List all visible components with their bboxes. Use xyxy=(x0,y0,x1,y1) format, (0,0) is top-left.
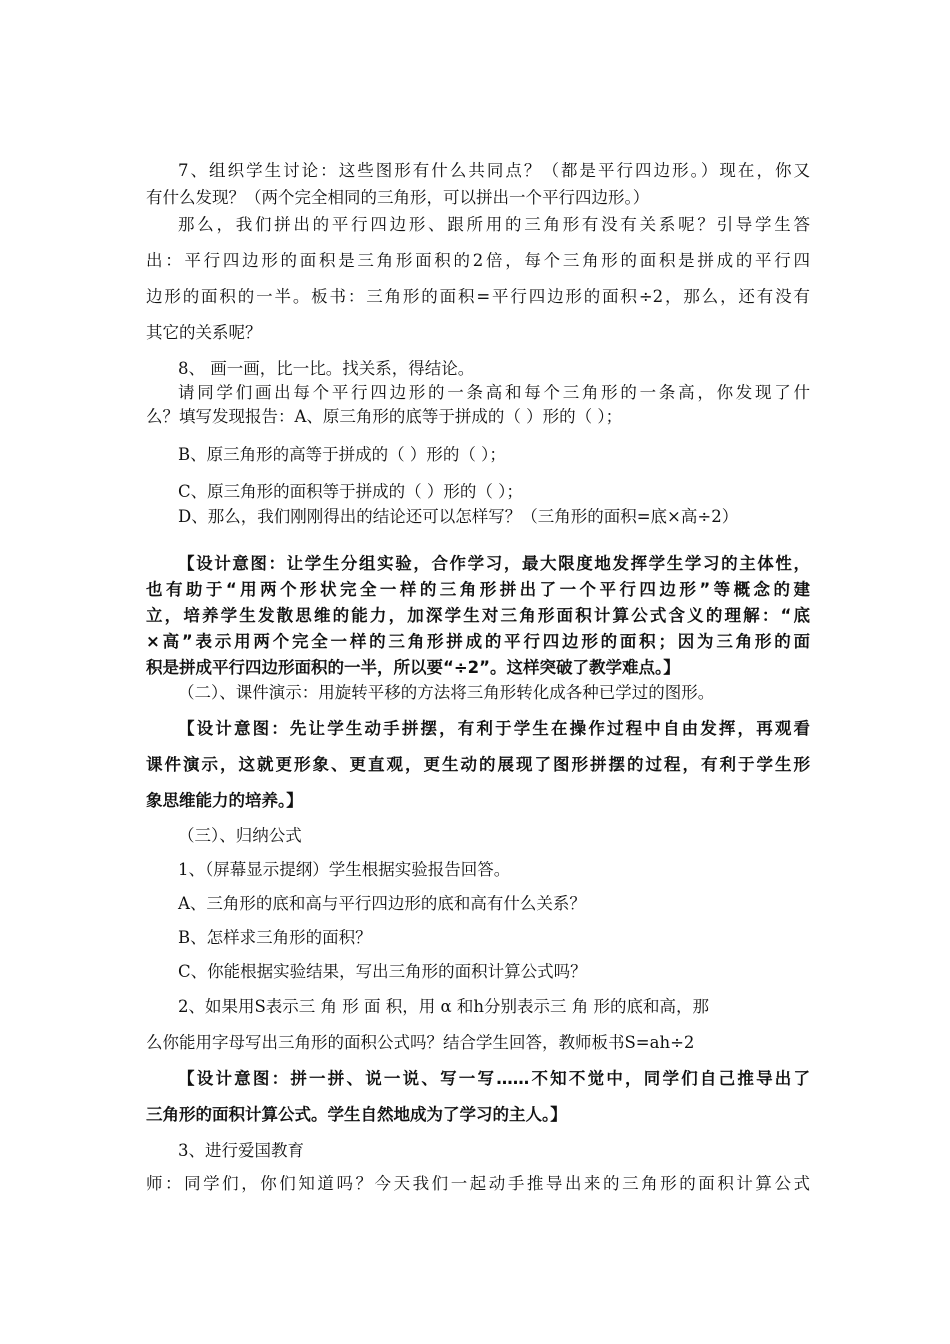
paragraph-line: 那么，我们拼出的平行四边形、跟所用的三角形有没有关系呢？引导学生答 xyxy=(178,215,810,234)
section-heading: （三）、归纳公式 xyxy=(178,826,302,845)
paragraph-line: 3、进行爱国教育 xyxy=(178,1141,304,1160)
paragraph-line: B、原三角形的高等于拼成的（ ）形的（ ）； xyxy=(178,445,506,464)
design-intent-line: 立，培养学生发散思维的能力，加深学生对三角形面积计算公式含义的理解：“底 xyxy=(146,606,810,625)
paragraph-line: C、原三角形的面积等于拼成的（ ）形的（ ）； xyxy=(178,482,523,501)
paragraph-line: 出：平行四边形的面积是三角形面积的2倍，每个三角形的面积是拼成的平行四 xyxy=(146,251,810,270)
paragraph-line: （二）、课件演示：用旋转平移的方法将三角形转化成各种已学过的图形。 xyxy=(178,683,715,702)
paragraph-line: 边形的面积的一半。板书：三角形的面积=平行四边形的面积÷2，那么，还有没有 xyxy=(146,287,810,306)
paragraph-line: D、那么，我们刚刚得出的结论还可以怎样写？（三角形的面积=底×高÷2） xyxy=(178,507,739,526)
design-intent-line: 课件演示，这就更形象、更直观，更生动的展现了图形拼摆的过程，有利于学生形 xyxy=(146,755,810,774)
paragraph-line: 7、组织学生讨论：这些图形有什么共同点？（都是平行四边形。）现在，你又 xyxy=(178,161,810,180)
design-intent-line: 象思维能力的培养。】 xyxy=(146,791,303,810)
design-intent-line: 三角形的面积计算公式。学生自然地成为了学习的主人。】 xyxy=(146,1105,567,1124)
paragraph-line: 么你能用字母写出三角形的面积公式吗？结合学生回答，教师板书S=ah÷2 xyxy=(146,1033,695,1052)
paragraph-line: 其它的关系呢？ xyxy=(146,323,262,342)
paragraph-line: 8、 画一画，比一比。找关系，得结论。 xyxy=(178,359,475,378)
design-intent-line: 【设计意图：让学生分组实验，合作学习，最大限度地发挥学生学习的主体性， xyxy=(178,554,810,573)
design-intent-line: 积是拼成平行四边形面积的一半，所以要“÷2”。这样突破了教学难点。】 xyxy=(146,658,680,677)
paragraph-line: A、三角形的底和高与平行四边形的底和高有什么关系？ xyxy=(178,894,586,913)
design-intent-line: 【设计意图：先让学生动手拼摆，有利于学生在操作过程中自由发挥，再观看 xyxy=(178,719,810,738)
paragraph-line: C、你能根据实验结果，写出三角形的面积计算公式吗？ xyxy=(178,962,587,981)
paragraph-line: 1、（屏幕显示提纲）学生根据实验报告回答。 xyxy=(178,860,511,879)
paragraph-line: 有什么发现？（两个完全相同的三角形，可以拼出一个平行四边形。） xyxy=(146,188,650,207)
paragraph-line: 师：同学们，你们知道吗？今天我们一起动手推导出来的三角形的面积计算公式 xyxy=(146,1174,810,1193)
design-intent-line: ×高”表示用两个完全一样的三角形拼成的平行四边形的面积；因为三角形的面 xyxy=(146,632,810,651)
paragraph-line: 请同学们画出每个平行四边形的一条高和每个三角形的一条高，你发现了什 xyxy=(178,383,810,402)
design-intent-line: 【设计意图：拼一拼、说一说、写一写……不知不觉中，同学们自己推导出了 xyxy=(178,1069,810,1088)
paragraph-line: 么？填写发现报告：A、原三角形的底等于拼成的（ ）形的（ ）； xyxy=(146,407,623,426)
design-intent-line: 也有助于“用两个形状完全一样的三角形拼出了一个平行四边形”等概念的建 xyxy=(146,580,810,599)
paragraph-line: 2、如果用S表示三 角 形 面 积，用 α 和h分别表示三 角 形的底和高，那 xyxy=(178,997,710,1016)
paragraph-line: B、怎样求三角形的面积？ xyxy=(178,928,372,947)
